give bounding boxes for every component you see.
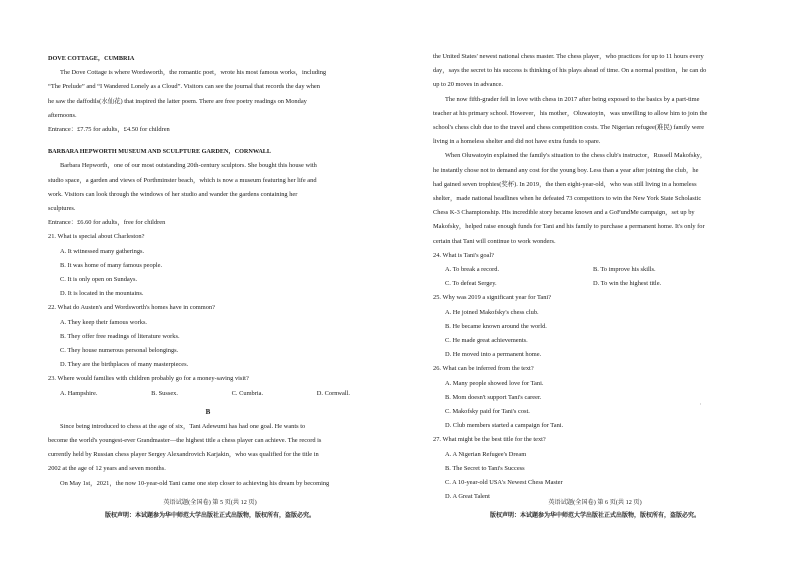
- question-27-option: A. A Nigerian Refugee's Dream: [445, 450, 527, 458]
- right-page-footer: [415, 497, 775, 522]
- right-page-column: [433, 50, 753, 505]
- passage-b-line: shelter，made national headlines when he defeated 73 competitors to win the New York State Scholastic: [433, 195, 702, 203]
- dove-entrance: Entrance：£7.75 for adults，£4.50 for children: [48, 126, 170, 134]
- question-22-option: D. They are the birthplaces of many masterpieces.: [60, 361, 189, 369]
- question-25-option: D. He moved into a permanent home.: [445, 351, 542, 359]
- hepworth-text-line: studio space，a garden and views of Porthminster beach，which is now a museum featuring her life and: [48, 176, 317, 184]
- question-21-option: B. It was home of many famous people.: [60, 261, 163, 269]
- passage-b-line: When Oluwatoyin explained the family's situation to the chess club's instructor，Russell Makofsky，: [445, 152, 707, 160]
- question-27-option: B. The Secret to Tani's Success: [445, 464, 525, 472]
- question-24-option: A. To break a record.: [445, 266, 500, 274]
- passage-b-line: The now fifth-grader fell in love with chess in 2017 after being exposed to the basics by a part-time: [445, 95, 700, 103]
- passage-b-line: 2002 at the age of 12 years and seven months.: [48, 465, 166, 473]
- passage-b-line: school's chess club due to the travel and chess competition costs. The Nigerian refugee(难民) family were: [433, 124, 705, 132]
- question-26-option: C. Makofsky paid for Tani's cost.: [445, 408, 530, 416]
- question-22-option: C. They house numerous personal belongings.: [60, 347, 179, 355]
- passage-b-line: On May 1st，2021，the now 10-year-old Tani came one step closer to achieving his dream by becoming: [60, 479, 330, 487]
- passage-b-line: Chess K-3 Championship. His incredible story became known and a GoFundMe campaign，set up by: [433, 209, 695, 217]
- hepworth-heading: BARBARA HEPWORTH MUSEUM AND SCULPTURE GARDEN，CORNWALL: [48, 148, 272, 156]
- question-21-option: C. It is only open on Sundays.: [60, 276, 138, 284]
- passage-b-line: living in a homeless shelter and did not have extra funds to spare.: [433, 138, 601, 146]
- question-21-option: D. It is located in the mountains.: [60, 290, 144, 298]
- dove-text-line: he saw the daffodils(水仙花) that inspired the latter poem. There are free poetry readings on Monday: [48, 97, 307, 105]
- question-22-option: A. They keep their famous works.: [60, 318, 148, 326]
- question-21-stem: 21. What is special about Charleston?: [48, 233, 145, 241]
- question-22-stem: 22. What do Austen's and Wordsworth's homes have in common?: [48, 304, 215, 312]
- question-21-option: A. It witnessed many gatherings.: [60, 247, 145, 255]
- passage-b-line: up to 20 moves in advance.: [433, 81, 503, 89]
- question-23-option: A. Hampshire.: [60, 389, 98, 397]
- right-copyright-notice: 版权声明：本试题参为华中师范大学出版社正式出版物，版权所有，盗版必究。: [489, 513, 700, 519]
- stray-mark: ': [700, 404, 701, 409]
- question-24-options-row: [433, 277, 753, 291]
- hepworth-text-line: work. Visitors can look through the windows of her studio and wander the gardens containing her: [48, 190, 298, 198]
- question-26-stem: 26. What can be inferred from the text?: [433, 365, 534, 373]
- question-24-option: D. To win the highest title.: [593, 280, 662, 288]
- question-27-option: D. A Great Talent: [445, 493, 490, 501]
- hepworth-text-line: Barbara Hepworth，one of our most outstanding 20th-century sculptors. She bought this house with: [60, 162, 317, 170]
- section-b-label: B: [205, 407, 211, 416]
- passage-b-line: Since being introduced to chess at the age of six，Tani Adewumi has had one goal. He wants to: [60, 422, 306, 430]
- question-26-option: B. Mom doesn't support Tani's career.: [445, 393, 542, 401]
- dove-cottage-heading: DOVE COTTAGE，CUMBRIA: [48, 55, 135, 62]
- hepworth-text-line: sculptures.: [48, 205, 76, 213]
- passage-b-line: the United States' newest national chess master. The chess player，who practices for up to 11 hours every: [433, 53, 704, 60]
- question-23-option: D. Cornwall.: [316, 389, 350, 397]
- passage-b-line: currently held by Russian chess player Sergey Alexandrovich Karjakin，who was qualified for the title in: [48, 451, 319, 459]
- question-25-option: A. He joined Makofsky's chess club.: [445, 308, 539, 316]
- dove-text-line: “The Prelude” and “I Wandered Lonely as a Cloud”. Visitors can see the journal that records the day when: [48, 83, 320, 91]
- question-27-option: C. A 10-year-old USA's Newest Chess Master: [445, 479, 563, 487]
- right-page-number: 英语试题(全国卷) 第 6 页(共 12 页): [548, 499, 642, 506]
- dove-text-line: The Dove Cottage is where Wordsworth，the romantic poet，wrote his most famous works，including: [60, 69, 327, 77]
- question-25-option: B. He became known around the world.: [445, 322, 547, 330]
- question-27-stem: 27. What might be the best title for the text?: [433, 436, 546, 444]
- question-24-option: B. To improve his skills.: [593, 266, 656, 274]
- question-24-options-row: [433, 263, 753, 277]
- hepworth-entrance: Entrance：£6.60 for adults，free for children: [48, 219, 166, 227]
- question-23-stem: 23. Where would families with children probably go for a money-saving visit?: [48, 375, 249, 383]
- question-24-option: C. To defeat Sergey.: [445, 280, 497, 288]
- question-26-option: A. Many people showed love for Tani.: [445, 379, 544, 387]
- passage-b-line: become the world's youngest-ever Grandmaster—the highest title a chess player can achieve. The record is: [48, 437, 322, 445]
- left-page-footer: [30, 497, 390, 522]
- passage-b-line: day，says the secret to his success is thinking of his plays ahead of time. On a normal position，he can do: [433, 67, 707, 75]
- passage-b-line: had gained seven trophies(奖杯). In 2019，the then eight-year-old，who was still living in a homeless: [433, 180, 697, 188]
- question-25-option: C. He made great achievements.: [445, 337, 528, 345]
- passage-b-line: he instantly chose not to demand any cost for the young boy. Less than a year after joining the club，he: [433, 166, 699, 174]
- question-22-option: B. They offer free readings of literature works.: [60, 332, 180, 340]
- dove-text-line: afternoons.: [48, 111, 77, 119]
- left-copyright-notice: 版权声明：本试题参为华中师范大学出版社正式出版物，版权所有，盗版必究。: [104, 513, 315, 519]
- passage-b-line: Makofsky，helped raise enough funds for Tani and his family to purchase a permanent home. It's only for: [433, 223, 705, 231]
- question-25-stem: 25. Why was 2019 a significant year for Tani?: [433, 294, 552, 302]
- question-23-option: C. Cumbria.: [231, 389, 264, 397]
- left-page-number: 英语试题(全国卷) 第 5 页(共 12 页): [163, 499, 257, 506]
- question-26-option: D. Club members started a campaign for Tani.: [445, 422, 564, 430]
- passage-b-line: certain that Tani will continue to work wonders.: [433, 237, 556, 245]
- question-23-options: [48, 387, 368, 401]
- question-23-option: B. Sussex.: [151, 389, 178, 397]
- passage-b-line: teacher at his primary school. However，his mother，Oluwatoyin，was unwilling to allow him to join the: [433, 109, 708, 117]
- question-24-stem: 24. What is Tani's goal?: [433, 251, 494, 259]
- left-page-column: [48, 50, 368, 491]
